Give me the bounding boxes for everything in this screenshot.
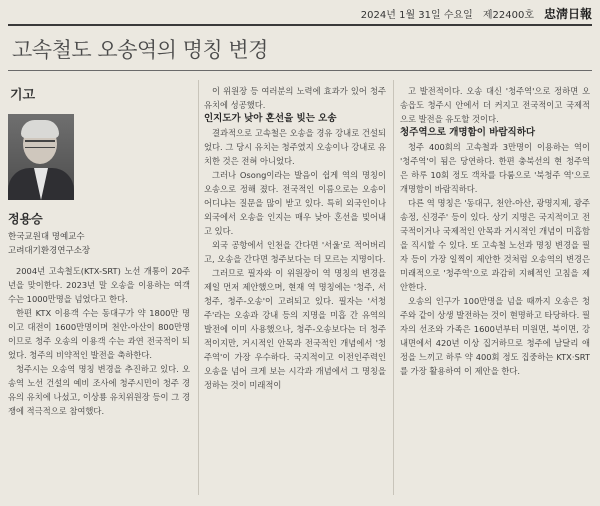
- column-3: [400, 84, 590, 378]
- dateline: [361, 4, 592, 22]
- author-name: 정용승: [8, 212, 43, 226]
- paragraph: 다른 역 명칭은 '동대구, 천안-아산, 광명지제, 광주송정, 신경주' 등이 있다. 상기 지명은 국지적이고 전국적이거나 국제적인 안목과 거시적인 개념이 미흡함을 직시할 수 있다. 또 고속철 노선과 명칭 변경을 필자 등이 가장 일찍이 제안한 것처럼 오송역의 변경은 미래적으로 '청주역'으로 과감히 지혜적인 고침을 제안한다.: [400, 198, 590, 292]
- column-rule-2: [393, 80, 394, 495]
- paragraph: 외국 공항에서 인천을 간다면 '서울'로 적어버리고, 오송을 간다면 청주보다는 더 모르는 지명이다.: [204, 240, 386, 264]
- paragraph: 결과적으로 고속철은 오송을 경유 강내로 건설되었다. 그 당시 유치는 청주였지 오송이나 강내로 유치한 것은 전혀 아니었다.: [204, 128, 386, 166]
- author-photo: [8, 114, 74, 200]
- paragraph: 청주시는 오송역 명칭 변경을 추진하고 있다. 오송역 노선 건설의 예비 조사에 청주시민이 청주 경유의 유치에 나섰고, 이상룡 유치위원장 등이 그 경쟁에 적극적으로 참여했다.: [8, 364, 190, 416]
- section-label: 기고: [10, 88, 36, 103]
- column-rule-1: [198, 80, 199, 495]
- headline-rule: [8, 70, 592, 71]
- article-headline: 고속철도 오송역의 명칭 변경: [12, 38, 268, 62]
- column-2: [204, 84, 386, 392]
- paragraph: 오송의 인구가 100만명을 넘을 때까지 오송은 청주와 같이 상생 발전하는 것이 현명하고 타당하다. 필자의 선조와 가족은 1600년부터 미원면, 북이면, 강내면에서 420년 이상 집거하므로 청주에 남달리 애정을 느끼고 하루 약 400회 정도 집중하는 KTX·SRT를 가장 활용하여 이 제안을 한다.: [400, 296, 590, 376]
- author-title-2: 고려대기환경연구소장: [8, 246, 91, 256]
- paragraph: 고 발전적이다. 오송 대신 '청주역'으로 정하면 오송읍도 청주시 안에서 더 커지고 전국적이고 국제적으로 발전을 유도할 것이다.: [400, 86, 590, 124]
- header-rule: [8, 24, 592, 26]
- paragraph: 이 위원장 등 여러분의 노력에 효과가 있어 청주 유치에 성공했다.: [204, 86, 386, 110]
- column-1: [8, 264, 190, 418]
- author-title-1: 한국교원대 명예교수: [8, 232, 85, 242]
- paragraph: 그러나 Osong이라는 발음이 쉽게 역의 명칭이 오송으로 정해 졌다. 전국적인 이름으로는 오송이 어디냐는 질문을 많이 받고 있다. 특히 외국인이나 외국에서 오송을 인지는 매우 낮아 혼선을 빚어내고 있다.: [204, 170, 386, 236]
- subheading: 청주역으로 개명함이 바람직하다: [400, 127, 536, 138]
- paragraph: 청주 400회의 고속철과 3만명이 이용하는 역이 '청주역'이 됨은 당연하다. 한편 충북선의 현 청주역은 하루 10회 정도 객차를 다룸으로 '북청주 역'으로 개명함이 바람직하다.: [400, 142, 590, 194]
- issue-number: 제22400호: [482, 9, 534, 21]
- paragraph: 그러므로 필자와 이 위원장이 역 명칭의 변경을 제일 먼저 제안했으며, 현재 역 명칭에는 '청주, 서청주, 청주-오송'이 고려되고 있다. 필자는 '서청주'라는 오송과 강내 등의 지명을 미흡 간 유역의 발전에 이미 사용했으나, 청주-오송보다는 더 청주적이지만, 거시적인 안목과 전국적인 개념에서 '청주역'이 가장 우수하다. 국지적이고 이전인주력인 오송을 넘어 크게 보는 시각과 개념에서 그 명칭을 정하는 것이 미래적이: [204, 268, 386, 390]
- subheading: 인지도가 낮아 혼선을 빚는 오송: [204, 113, 337, 124]
- paragraph: 2004년 고속철도(KTX-SRT) 노선 개통이 20주년을 맞이한다. 2023년 말 오송을 이용하는 여객 수는 1000만명을 넘었다고 한다.: [8, 266, 190, 304]
- paragraph: 한편 KTX 이용객 수는 동대구가 약 1800만 명이고 대전이 1600만명이며 천안-아산이 800만명이므로 청주 오송의 이용객 수는 과연 전국적이 되었다. 청주의 비약적인 발전을 축하한다.: [8, 308, 190, 360]
- issue-date: 2024년 1월 31일 수요일: [360, 9, 473, 21]
- newspaper-masthead: 忠淸日報: [543, 6, 592, 21]
